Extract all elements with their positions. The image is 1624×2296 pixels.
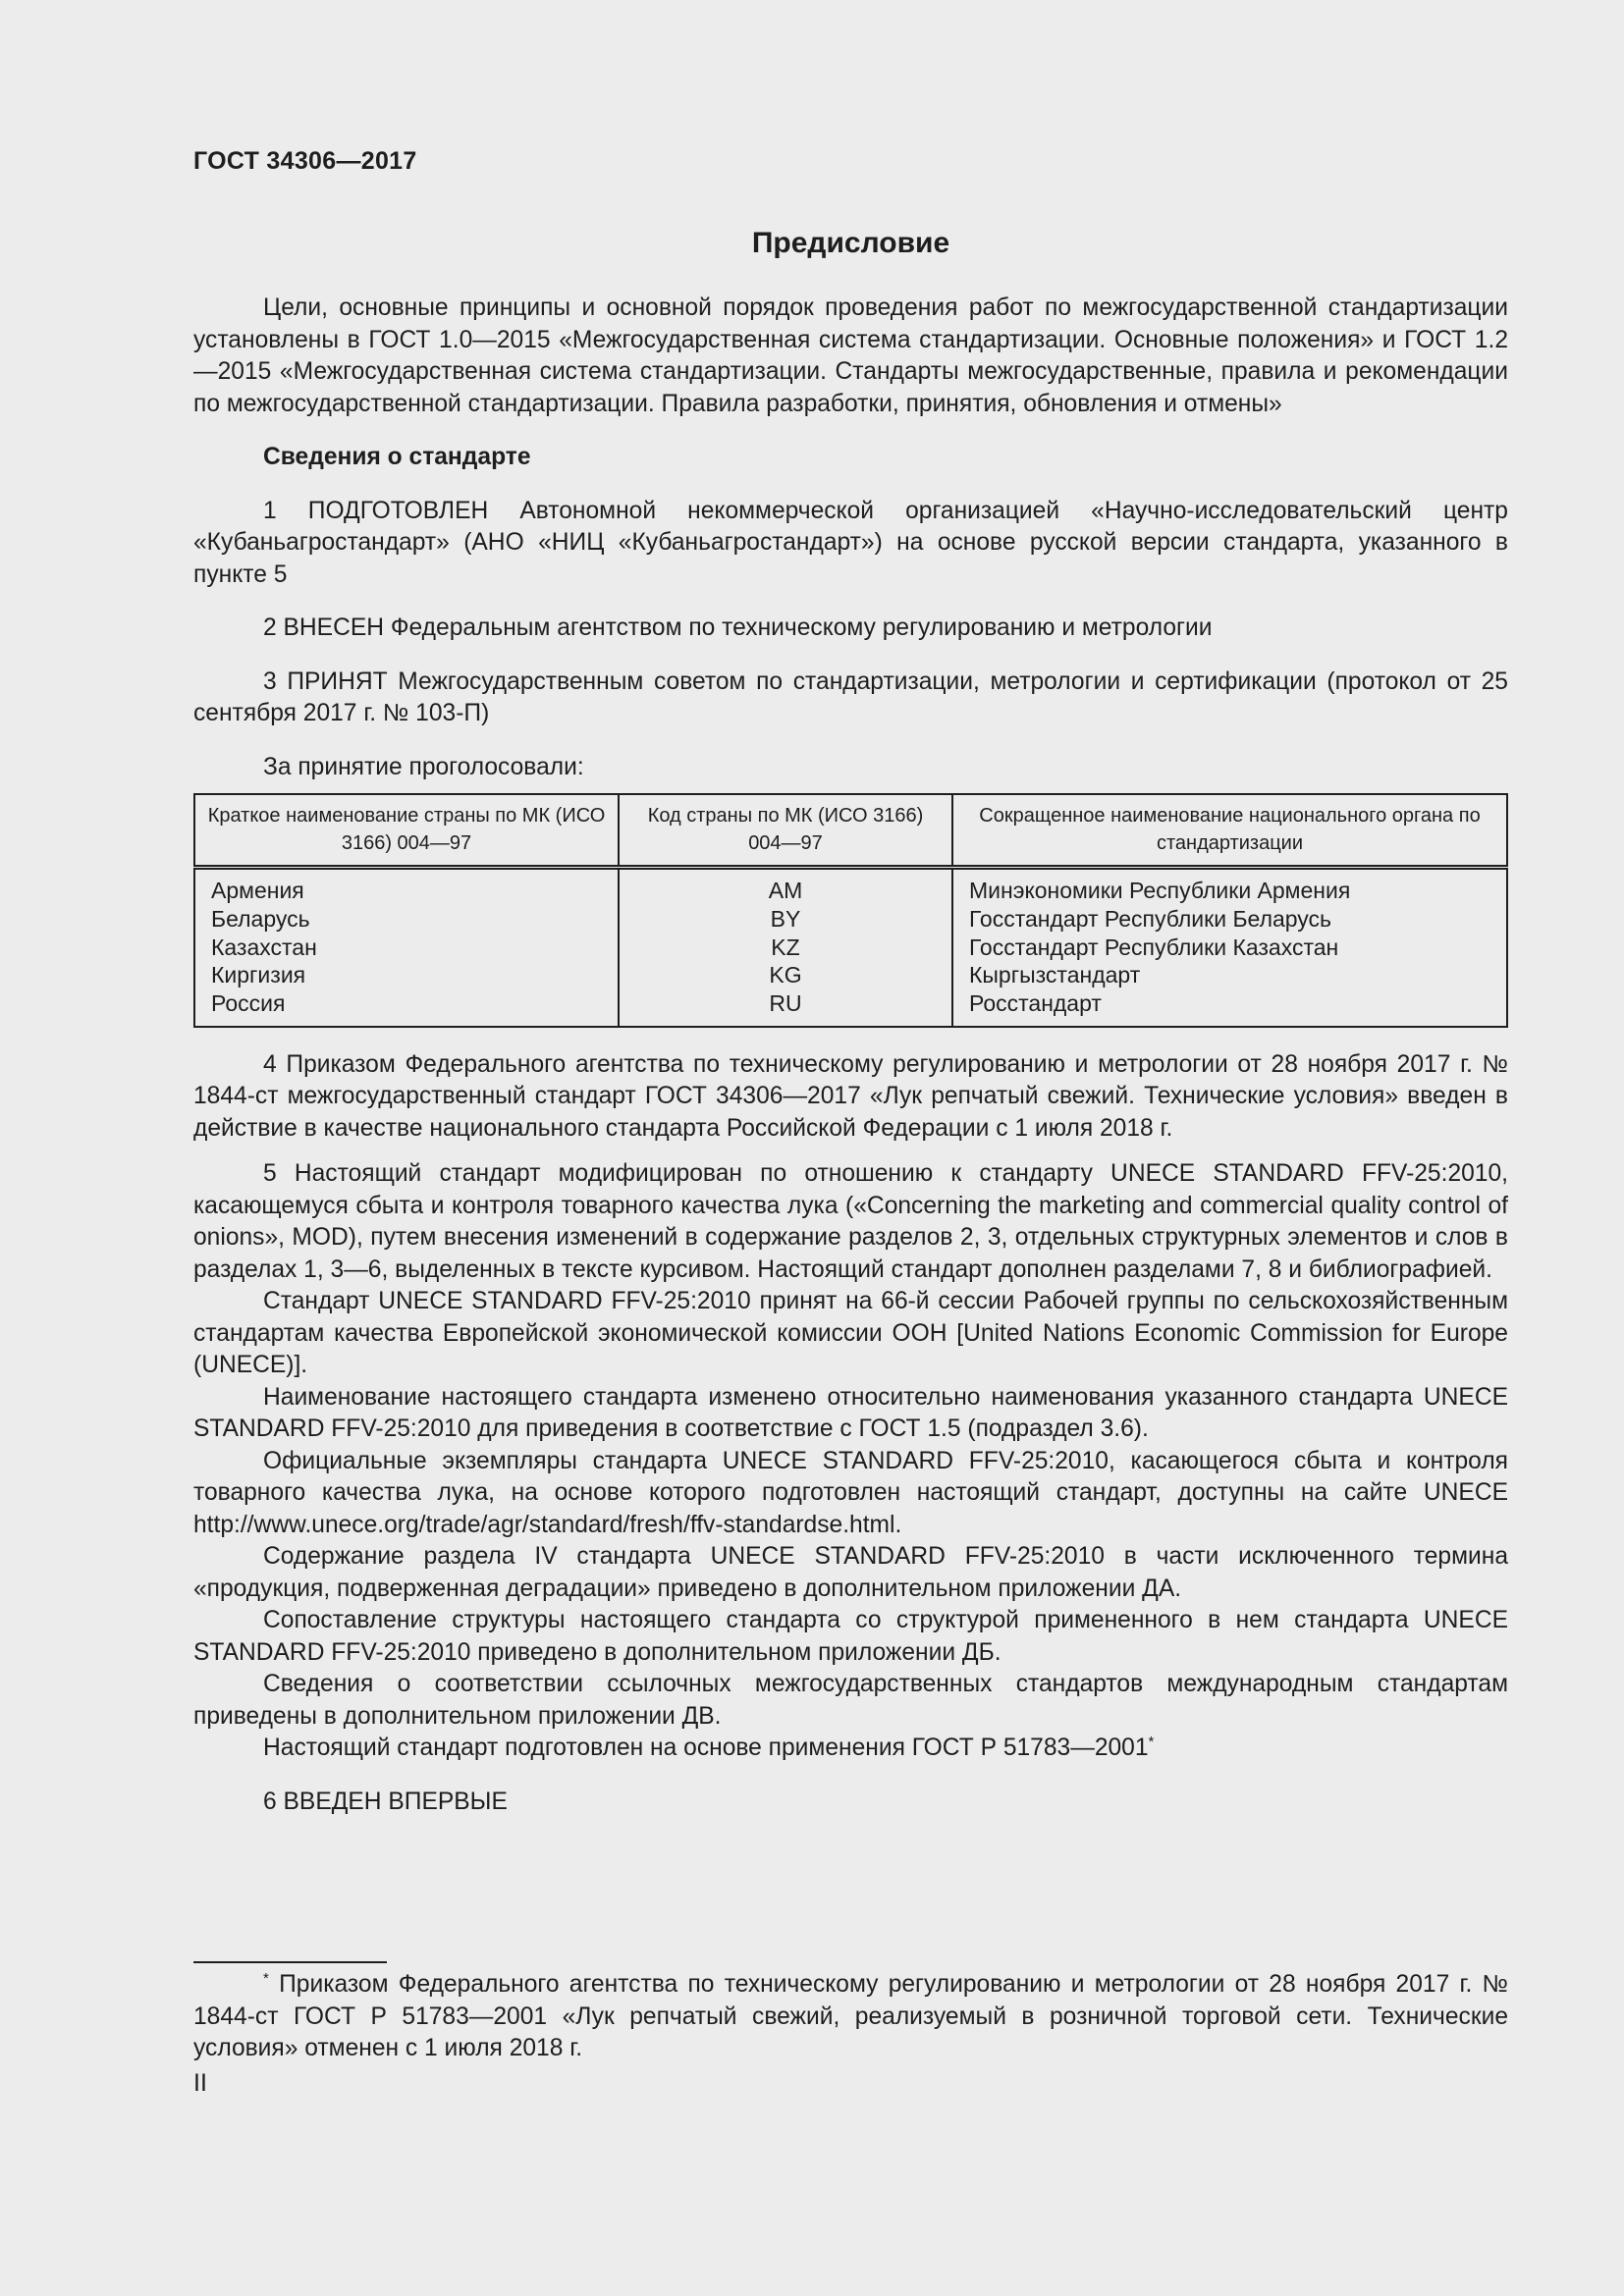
section-heading: Сведения о стандарте [263, 444, 531, 470]
voted-label: За принятие проголосовали: [263, 753, 584, 780]
document-header: ГОСТ 34306—2017 [193, 147, 417, 175]
item-5-section-iv-paragraph: Содержание раздела IV стандарта UNECE STANDARD FFV-25:2010 в части исключенного термина «продукция, подверженная деградации» приведено в дополнительном приложении ДА. [193, 1543, 1508, 1602]
column-header-code: Код страны по МК (ИСО 3166) 004—97 [619, 794, 952, 868]
body-cell: Минэкономики Республики Армения [952, 868, 1507, 905]
country-cell: Беларусь [194, 905, 619, 934]
page-title: Предисловие [751, 227, 950, 259]
item-2-paragraph: 2 ВНЕСЕН Федеральным агентством по техническому регулированию и метрологии [263, 614, 1213, 641]
intro-paragraph: Цели, основные принципы и основной порядок проведения работ по межгосударственной стандартизации установлены в ГОСТ 1.0—2015 «Межгосударственная система стандартизации. Основные положения» и ГОСТ 1.2—2015 «Межгосударственная система стандартизации. Стандарты межгосударственные, правила и рекомендации по межгосударственной стандартизации. Правила разработки, принятия, обновления и отмены» [193, 294, 1508, 417]
item-6-paragraph: 6 ВВЕДЕН ВПЕРВЫЕ [263, 1788, 508, 1815]
column-header-country: Краткое наименование страны по МК (ИСО 3166) 004—97 [194, 794, 619, 868]
footnote [193, 1969, 1508, 2065]
item-5-structure-paragraph: Сопоставление структуры настоящего стандарта со структурой примененного в нем стандарта UNECE STANDARD FFV-25:2010 приведено в дополнительном приложении ДБ. [193, 1607, 1508, 1666]
table-row [194, 961, 1507, 989]
body-cell: Кыргызстандарт [952, 961, 1507, 989]
column-header-body: Сокращенное наименование национального органа по стандартизации [952, 794, 1507, 868]
body-cell: Госстандарт Республики Казахстан [952, 934, 1507, 962]
country-cell: Киргизия [194, 961, 619, 989]
item-5-title-change-paragraph: Наименование настоящего стандарта изменено относительно наименования указанного стандарта UNECE STANDARD FFV-25:2010 для приведения в соответствие с ГОСТ 1.5 (подраздел 3.6). [193, 1383, 1508, 1443]
code-cell: BY [619, 905, 952, 934]
country-cell: Армения [194, 868, 619, 905]
item-5-basis-paragraph [193, 1733, 1508, 1765]
table-row [194, 934, 1507, 962]
countries-table [193, 793, 1508, 1028]
body-cell: Госстандарт Республики Беларусь [952, 905, 1507, 934]
code-cell: AM [619, 868, 952, 905]
code-cell: RU [619, 989, 952, 1027]
item-5-adoption-paragraph: Стандарт UNECE STANDARD FFV-25:2010 принят на 66-й сессии Рабочей группы по сельскохозяйственным стандартам качества Европейской экономической комиссии ООН [United Nations Economic Commission for Europe (UNECE)]. [193, 1288, 1508, 1379]
item-5-official-copies-paragraph: Официальные экземпляры стандарта UNECE STANDARD FFV-25:2010, касающегося сбыта и контроля товарного качества лука, на основе которого подготовлен настоящий стандарт, доступны на сайте UNECE http://www.unece.org/trade/agr/standard/fresh/ffv-standardse.html. [193, 1447, 1508, 1538]
item-3-paragraph: 3 ПРИНЯТ Межгосударственным советом по стандартизации, метрологии и сертификации (протокол от 25 сентября 2017 г. № 103-П) [193, 667, 1508, 726]
document-body [193, 218, 1508, 1818]
footnote-text: Приказом Федерального агентства по техническому регулированию и метрологии от 28 ноября 2017 г. № 1844-ст ГОСТ Р 51783—2001 «Лук репчатый свежий, реализуемый в розничной торговой сети. Технические условия» отменен с 1 июля 2018 г. [193, 1971, 1508, 2061]
country-cell: Россия [194, 989, 619, 1027]
country-cell: Казахстан [194, 934, 619, 962]
item-4-paragraph: 4 Приказом Федерального агентства по техническому регулированию и метрологии от 28 ноября 2017 г. № 1844-ст межгосударственный стандарт ГОСТ 34306—2017 «Лук репчатый свежий. Технические условия» введен в действие в качестве национального стандарта Российской Федерации с 1 июля 2018 г. [193, 1050, 1508, 1142]
code-cell: KG [619, 961, 952, 989]
item-1-paragraph: 1 ПОДГОТОВЛЕН Автономной некоммерческой организацией «Научно-исследовательский центр «Кубаньагростандарт» (АНО «НИЦ «Кубаньагростандарт») на основе русской версии стандарта, указанного в пункте 5 [193, 497, 1508, 588]
basis-text: Настоящий стандарт подготовлен на основе применения ГОСТ Р 51783—2001 [263, 1735, 1149, 1762]
footnote-marker[interactable]: * [1148, 1734, 1155, 1751]
item-5-references-paragraph: Сведения о соответствии ссылочных межгосударственных стандартов международным стандартам приведены в дополнительном приложении ДВ. [193, 1671, 1508, 1730]
table-header-row [194, 794, 1507, 868]
code-cell: KZ [619, 934, 952, 962]
footnote-mark: * [263, 1969, 269, 1987]
table-row [194, 989, 1507, 1027]
page-number: II [193, 2069, 207, 2097]
body-cell: Росстандарт [952, 989, 1507, 1027]
footnote-divider [193, 1961, 387, 1963]
table-row [194, 868, 1507, 905]
table-row [194, 905, 1507, 934]
item-5-paragraph: 5 Настоящий стандарт модифицирован по отношению к стандарту UNECE STANDARD FFV-25:2010, касающемуся сбыта и контроля товарного качества лука («Concerning the marketing and commercial quality control of onions», MOD), путем внесения изменений в содержание разделов 2, 3, отдельных структурных элементов и слов в разделах 1, 3—6, выделенных в тексте курсивом. Настоящий стандарт дополнен разделами 7, 8 и библиографией. [193, 1160, 1508, 1283]
